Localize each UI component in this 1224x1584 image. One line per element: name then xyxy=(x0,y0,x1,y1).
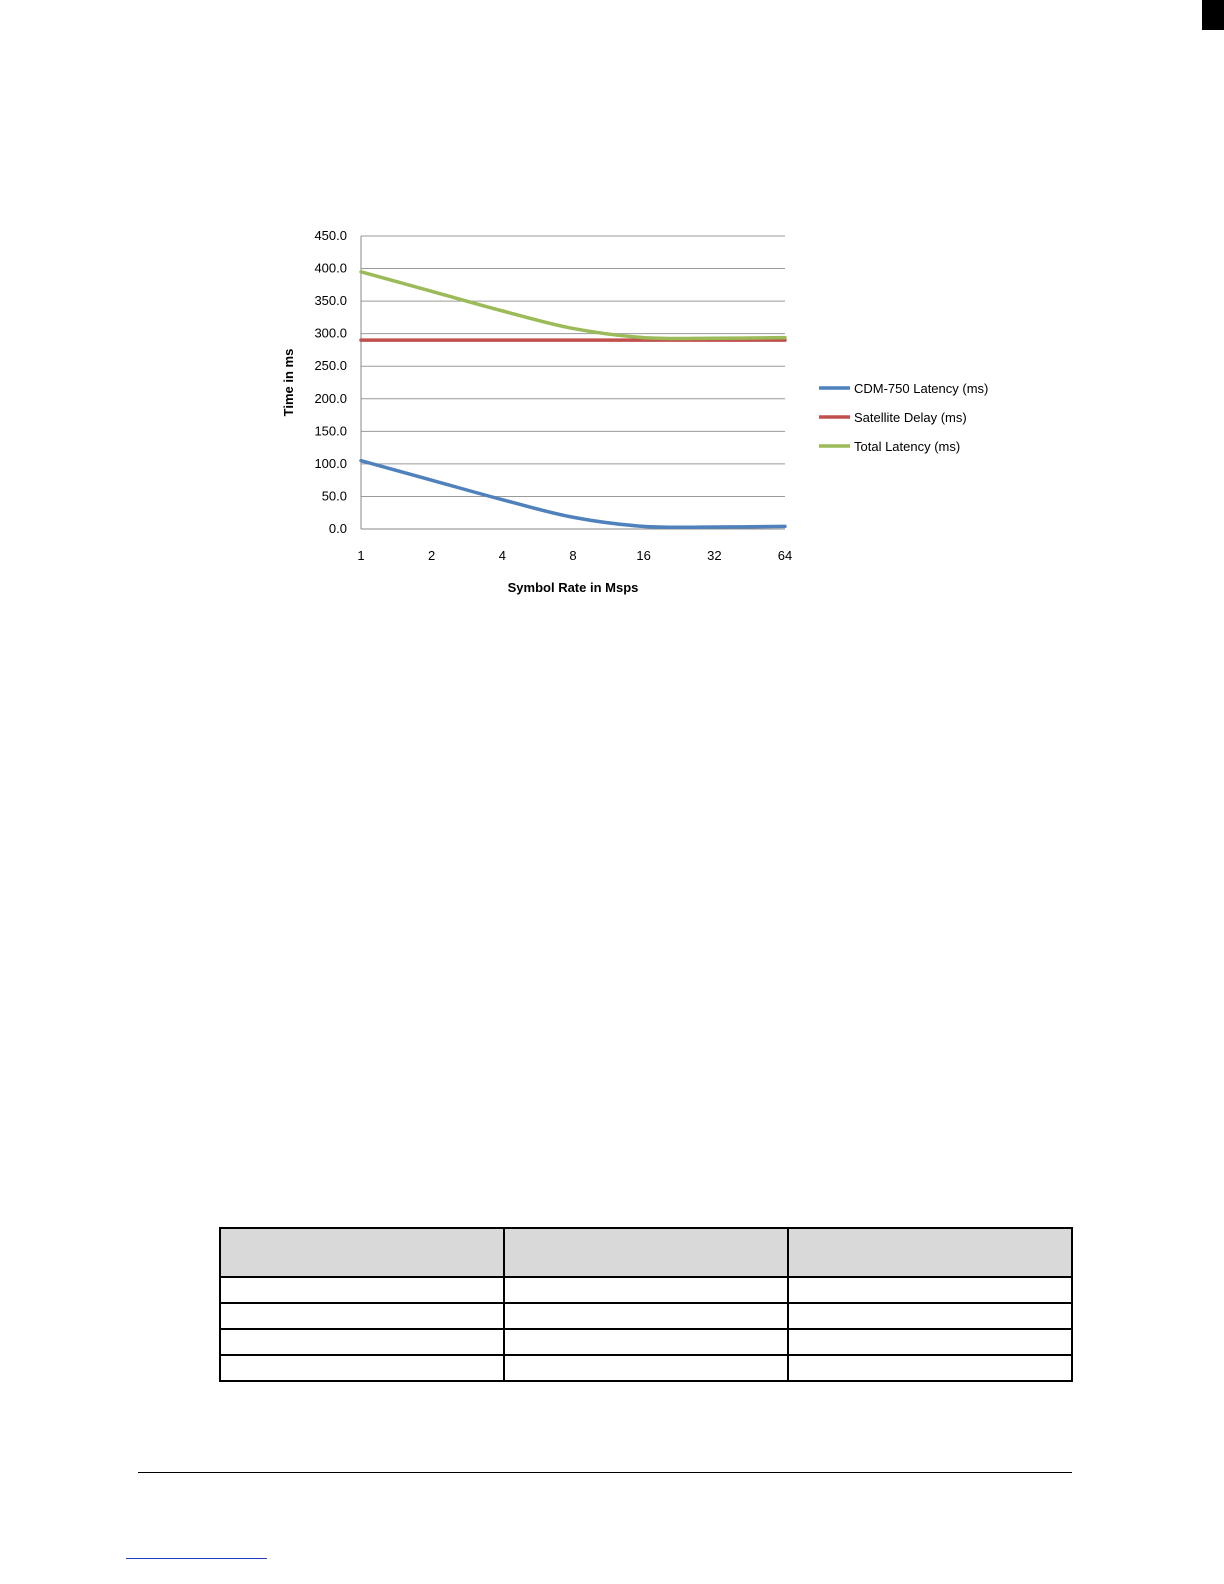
table-cell xyxy=(504,1277,788,1303)
table-row xyxy=(220,1355,1072,1381)
y-tick-label: 50.0 xyxy=(321,488,347,504)
chart-series xyxy=(361,272,785,528)
latency-chart-svg xyxy=(270,220,1030,610)
table-cell xyxy=(220,1355,504,1381)
y-tick-label: 150.0 xyxy=(314,423,347,439)
chart-legend xyxy=(819,381,988,454)
page-corner-marker xyxy=(1202,0,1224,30)
table-row xyxy=(220,1303,1072,1329)
y-tick-label: 200.0 xyxy=(314,390,347,406)
y-tick-label: 400.0 xyxy=(314,260,347,276)
y-axis-title: Time in ms xyxy=(281,348,296,417)
x-tick-label: 1 xyxy=(357,548,365,563)
table-cell xyxy=(788,1277,1072,1303)
y-tick-label: 250.0 xyxy=(314,358,347,374)
y-tick-label: 0.0 xyxy=(328,521,347,536)
x-tick-labels xyxy=(357,548,792,563)
x-axis-title: Symbol Rate in Msps xyxy=(507,580,639,595)
table-cell xyxy=(788,1355,1072,1381)
legend-label: Satellite Delay (ms) xyxy=(854,410,967,425)
y-tick-label: 450.0 xyxy=(314,228,347,243)
x-tick-label: 16 xyxy=(636,548,651,563)
table-cell xyxy=(788,1329,1072,1355)
table-header-row xyxy=(220,1228,1072,1277)
x-tick-label: 2 xyxy=(428,548,436,563)
table-cell xyxy=(220,1329,504,1355)
table-header-cell xyxy=(788,1228,1072,1277)
y-tick-label: 100.0 xyxy=(314,455,347,471)
y-tick-label: 350.0 xyxy=(314,293,347,309)
x-tick-label: 32 xyxy=(707,548,722,563)
table-cell xyxy=(788,1303,1072,1329)
table-cell xyxy=(504,1355,788,1381)
table-cell xyxy=(220,1303,504,1329)
x-tick-label: 64 xyxy=(777,548,793,563)
table-row xyxy=(220,1329,1072,1355)
y-tick-label: 300.0 xyxy=(314,325,347,341)
x-tick-label: 4 xyxy=(498,548,506,563)
table-cell xyxy=(220,1277,504,1303)
table-row xyxy=(220,1277,1072,1303)
table-header-cell xyxy=(504,1228,788,1277)
latency-chart xyxy=(270,220,1030,610)
x-tick-label: 8 xyxy=(569,548,577,563)
data-table xyxy=(219,1227,1073,1382)
y-tick-labels xyxy=(314,228,347,536)
table-cell xyxy=(504,1303,788,1329)
series-line xyxy=(361,461,785,528)
legend-label: CDM-750 Latency (ms) xyxy=(854,381,989,396)
series-line xyxy=(361,272,785,339)
footer-divider xyxy=(138,1472,1072,1473)
legend-label: Total Latency (ms) xyxy=(854,439,961,454)
table-cell xyxy=(504,1329,788,1355)
chart-gridlines xyxy=(361,236,785,529)
table-header-cell xyxy=(220,1228,504,1277)
footer-link-underline xyxy=(126,1558,267,1559)
